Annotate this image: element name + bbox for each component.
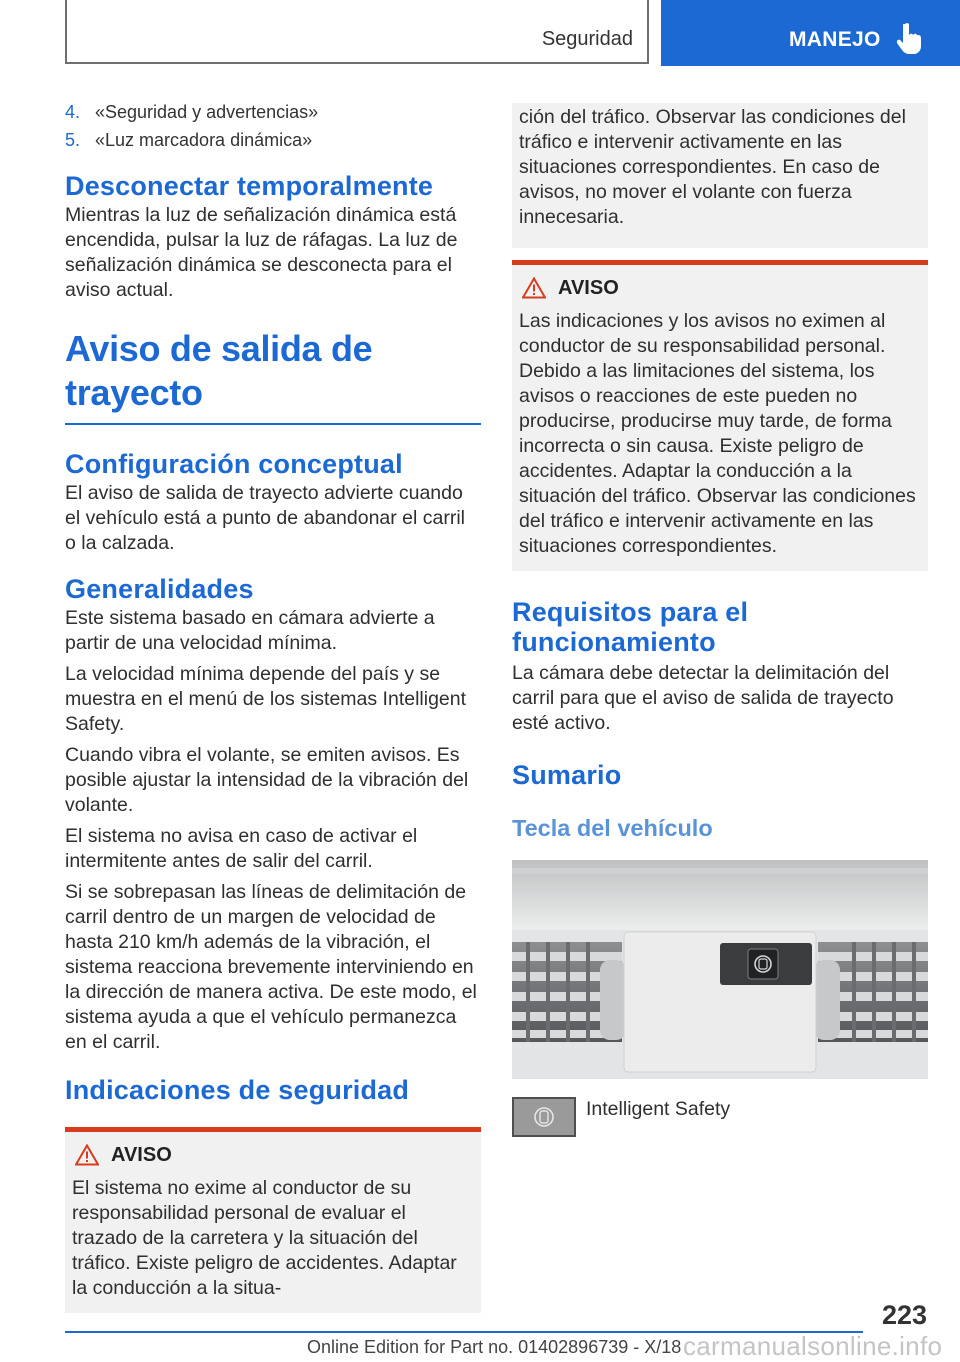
warning-box [512,260,928,571]
warning-label: AVISO [558,276,619,299]
heading-generalidades: Generalidades [65,574,254,604]
watermark: carmanualsonline.info [683,1331,943,1361]
heading-requisitos: Requisitos para el funcionamiento [512,597,749,657]
heading-sumario: Sumario [512,760,622,790]
heading-tecla: Tecla del vehículo [512,815,713,841]
legend-label: Intelligent Safety [586,1098,731,1120]
header-chapter-title: MANEJO [789,28,881,51]
heading-seguridad: Indicaciones de seguridad [65,1075,410,1105]
heading-configuracion: Configuración conceptual [65,449,403,479]
warning-label: AVISO [111,1143,172,1166]
hand-pointer-icon [897,22,923,54]
list-number: 5. [65,130,81,150]
warning-title [75,1140,473,1170]
paragraph-general-5: Si se sobrepasan las líneas de delimitación de carril dentro de un margen de velocidad de hasta 210 km/h además de la vibración, el sistema reacciona brevemente interviniendo en la dirección de manera activa. De este modo, el sistema ayuda a que el vehículo permanezca en el carril. [65,881,477,1053]
list-item [65,100,481,125]
header-chapter-tab[interactable] [661,0,960,66]
list-text: «Seguridad y advertencias» [95,102,319,122]
list-number: 4. [65,102,81,122]
warning-title [522,273,920,303]
warning-text: El sistema no exime al conductor de su responsabilidad personal de evaluar el trazado de la carretera y la situación del tráfico. Existe peligro de accidentes. Adaptar la conducción a la situa- [72,1177,457,1299]
paragraph-requisitos: La cámara debe detectar la delimitación del carril para que el aviso de salida de trayecto esté activo. [512,662,894,734]
paragraph-general-2: La velocidad mínima depende del país y se muestra en el menú de los sistemas Intelligent Safety. [65,663,467,735]
paragraph-desconectar: Mientras la luz de señalización dinámica está encendida, pulsar la luz de ráfagas. La luz de señalización dinámica se desconecta para el aviso actual. [65,204,458,301]
list-text: «Luz marcadora dinámica» [95,130,313,150]
paragraph-general-4: El sistema no avisa en caso de activar el intermitente antes de salir del carril. [65,825,418,872]
intelligent-safety-icon [512,1097,576,1137]
left-column [65,100,481,1313]
warning-text: Las indicaciones y los avisos no eximen al conductor de su responsabilidad personal. Debido a las limitaciones del sistema, los avisos o reacciones de este pueden no producirse, producirse muy tarde, de forma incorrecta o sin causa. Existe peligro de accidentes. Adaptar la conducción a la situación del tráfico. Observar las condiciones del tráfico e intervenir activamente en las situaciones correspondientes. [519,310,916,557]
paragraph-general-3: Cuando vibra el volante, se emiten avisos. Es posible ajustar la intensidad de la vibración del volante. [65,744,469,816]
right-column [512,103,928,1137]
vehicle-button-illustration [512,860,928,1079]
paragraph-configuracion: El aviso de salida de trayecto advierte cuando el vehículo está a punto de abandonar el carril o la calzada. [65,482,466,554]
header-section-title: Seguridad [541,28,633,50]
heading-desconectar: Desconectar temporalmente [65,171,434,201]
warning-triangle-icon [522,277,546,299]
warning-continuation [512,103,928,248]
paragraph-general-1: Este sistema basado en cámara advierte a partir de una velocidad mínima. [65,607,435,654]
page-number: 223 [881,1300,927,1330]
warning-box [65,1127,481,1313]
dashboard-vents-image [512,860,928,1079]
header-section-box [65,0,649,64]
warning-triangle-icon [75,1144,99,1166]
list-item [65,128,481,153]
footer-edition: Online Edition for Part no. 01402896739 - X/18 [307,1337,682,1357]
chapter-heading: Aviso de salida de trayecto [65,327,481,425]
warning-text-continued: ción del tráfico. Observar las condiciones del tráfico e intervenir activamente en las situaciones correspondientes. En caso de avisos, no mover el volante con fuerza innecesaria. [519,106,906,228]
legend-row [512,1097,928,1137]
